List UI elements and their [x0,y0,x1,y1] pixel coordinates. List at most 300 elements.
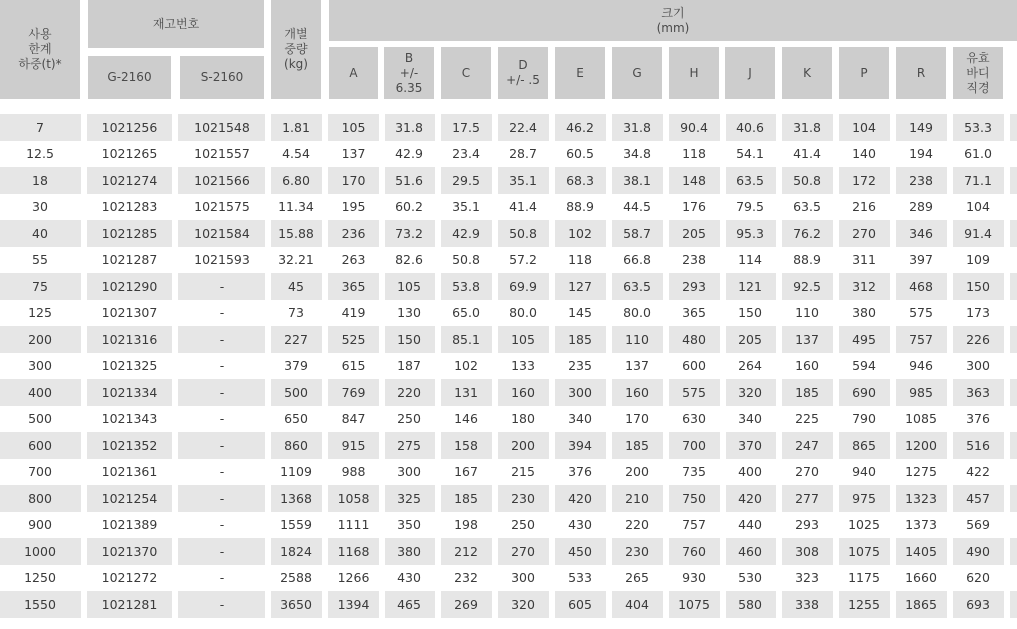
column-separator [435,114,441,622]
table-cell: 397 [909,252,933,268]
table-cell: - [219,331,225,347]
table-cell: 400 [738,464,762,480]
table-cell: 109 [966,252,990,268]
table-cell: 61.0 [964,146,992,162]
table-cell: 28.7 [509,146,537,162]
table-cell: 45 [288,278,304,294]
table-cell: 133 [511,358,535,374]
table-cell: 300 [511,570,535,586]
header-dim: D +/- .5 [498,47,548,99]
column-separator [81,114,87,622]
table-cell: 860 [284,437,308,453]
header-s-code: S-2160 [180,56,264,99]
table-cell: 50.8 [452,252,480,268]
table-cell: 1021352 [101,437,158,453]
table-cell: 1021370 [101,543,158,559]
table-cell: - [219,305,225,321]
table-cell: 53.3 [964,119,992,135]
table-cell: 110 [625,331,649,347]
table-cell: 365 [341,278,366,294]
table-cell: 247 [795,437,819,453]
table-cell: 1021307 [101,305,158,321]
table-cell: 15.88 [278,225,314,241]
table-cell: 82.6 [395,252,423,268]
table-cell: 51.6 [395,172,423,188]
table-cell: 490 [966,543,990,559]
table-cell: 525 [341,331,366,347]
table-cell: 420 [738,490,762,506]
table-cell: 172 [852,172,876,188]
table-cell: 35.1 [452,199,480,215]
table-cell: 220 [625,517,649,533]
table-cell: 69.9 [509,278,537,294]
table-cell: 35.1 [509,172,537,188]
table-cell: 50.8 [509,225,537,241]
column-separator [172,114,178,622]
table-cell: 500 [284,384,308,400]
table-cell: 946 [909,358,933,374]
table-cell: 750 [682,490,706,506]
table-cell: 11.34 [278,199,314,215]
table-cell: - [219,543,225,559]
table-cell: 41.4 [793,146,821,162]
table-cell: 847 [341,411,366,427]
table-cell: 63.5 [736,172,764,188]
table-cell: 225 [795,411,819,427]
table-cell: 150 [397,331,421,347]
table-cell: 194 [909,146,933,162]
table-cell: 363 [966,384,990,400]
table-cell: 289 [909,199,933,215]
table-cell: 270 [852,225,876,241]
table-cell: 1865 [905,596,937,612]
table-cell: 1111 [337,517,370,533]
table-cell: 40 [32,225,48,241]
table-cell: 1021334 [101,384,158,400]
table-cell: 594 [852,358,876,374]
table-cell: 600 [28,437,52,453]
table-cell: 63.5 [623,278,651,294]
table-cell: 693 [966,596,990,612]
table-cell: 1021566 [194,172,250,188]
table-cell: 200 [511,437,535,453]
column-separator [265,114,271,622]
table-cell: 277 [795,490,819,506]
header-dim: J [725,47,775,99]
table-cell: 176 [682,199,706,215]
table-cell: 185 [795,384,819,400]
table-cell: - [219,517,225,533]
column-separator [720,114,726,622]
table-cell: 265 [625,570,649,586]
table-cell: 346 [909,225,933,241]
table-cell: 76.2 [793,225,821,241]
table-cell: 79.5 [736,199,764,215]
table-cell: 1323 [905,490,937,506]
table-cell: 66.8 [623,252,651,268]
table-cell: 700 [28,464,52,480]
table-cell: 1075 [678,596,710,612]
table-cell: 137 [341,146,366,162]
table-cell: 148 [682,172,706,188]
table-cell: 200 [28,331,52,347]
table-cell: 238 [682,252,706,268]
table-cell: 735 [682,464,706,480]
table-cell: 75 [32,278,48,294]
table-cell: 200 [625,464,649,480]
table-cell: 31.8 [793,119,821,135]
table-cell: 800 [28,490,52,506]
table-cell: 105 [397,278,421,294]
table-cell: 988 [341,464,366,480]
table-cell: 150 [966,278,990,294]
table-cell: 1021584 [194,225,250,241]
table-cell: 4.54 [282,146,310,162]
header-dim: C [441,47,491,99]
table-cell: 440 [738,517,762,533]
table-cell: 340 [738,411,762,427]
table-cell: 31.8 [623,119,651,135]
table-cell: - [219,570,225,586]
header-g-code: G-2160 [88,56,171,99]
table-cell: 73.2 [395,225,423,241]
table-cell: 205 [738,331,762,347]
table-cell: 650 [284,411,308,427]
table-cell: 263 [341,252,366,268]
table-cell: 269 [454,596,478,612]
table-cell: 516 [966,437,990,453]
column-separator [379,114,385,622]
table-cell: 700 [682,437,706,453]
table-cell: - [219,437,225,453]
header-dim: H [669,47,719,99]
table-cell: 569 [966,517,990,533]
table-cell: 42.9 [395,146,423,162]
table-cell: 760 [682,543,706,559]
table-cell: 1368 [280,490,312,506]
table-cell: 370 [738,437,762,453]
table-cell: 55 [32,252,48,268]
table-cell: 180 [511,411,535,427]
table-cell: 379 [284,358,308,374]
header-dim: E [555,47,605,99]
table-cell: 1109 [280,464,312,480]
table-cell: 865 [852,437,876,453]
table-cell: 430 [568,517,592,533]
table-cell: 1075 [848,543,880,559]
table-cell: 232 [454,570,478,586]
table-cell: 1824 [280,543,312,559]
table-cell: 790 [852,411,876,427]
table-cell: 230 [511,490,535,506]
table-cell: 1000 [24,543,56,559]
table-cell: 320 [511,596,535,612]
table-cell: 187 [397,358,421,374]
table-cell: 12.5 [26,146,54,162]
table-cell: 1266 [337,570,370,586]
table-cell: 300 [568,384,592,400]
table-cell: 460 [738,543,762,559]
table-cell: 1373 [905,517,937,533]
table-cell: 230 [625,543,649,559]
table-cell: 1175 [848,570,880,586]
table-cell: 1058 [337,490,370,506]
table-cell: 311 [852,252,876,268]
table-cell: - [219,411,225,427]
table-cell: 308 [795,543,819,559]
table-cell: 1021285 [101,225,158,241]
table-cell: 53.8 [452,278,480,294]
column-separator [1004,114,1010,622]
table-cell: 227 [284,331,308,347]
table-cell: 1250 [24,570,56,586]
table-cell: 185 [625,437,649,453]
table-cell: 127 [568,278,592,294]
table-cell: 1021272 [101,570,158,586]
table-cell: 630 [682,411,706,427]
table-cell: 323 [795,570,819,586]
header-dim: G [612,47,662,99]
table-cell: 125 [28,305,52,321]
table-cell: 42.9 [452,225,480,241]
table-cell: 40.6 [736,119,764,135]
header-dim: B +/- 6.35 [384,47,434,99]
table-cell: 1021265 [101,146,158,162]
table-cell: 131 [454,384,478,400]
table-cell: 468 [909,278,933,294]
table-cell: 275 [397,437,421,453]
table-cell: 216 [852,199,876,215]
table-cell: 1255 [848,596,880,612]
column-separator [833,114,839,622]
table-cell: 1021281 [101,596,158,612]
table-cell: 757 [682,517,706,533]
header-stock-no: 재고번호 [88,0,264,48]
table-cell: 105 [341,119,366,135]
table-cell: - [219,596,225,612]
table-cell: 575 [682,384,706,400]
table-cell: 212 [454,543,478,559]
table-cell: 130 [397,305,421,321]
table-cell: 149 [909,119,933,135]
table-cell: - [219,358,225,374]
table-cell: 60.2 [395,199,423,215]
table-cell: 41.4 [509,199,537,215]
table-cell: 6.80 [282,172,310,188]
table-cell: 450 [568,543,592,559]
table-cell: 1021557 [194,146,250,162]
table-cell: 422 [966,464,990,480]
table-cell: 380 [397,543,421,559]
table-cell: 104 [852,119,876,135]
table-cell: 930 [682,570,706,586]
table-cell: 1025 [848,517,880,533]
table-cell: 137 [795,331,819,347]
header-load-limit: 사용 한계 하중(t)* [0,0,80,99]
table-cell: 88.9 [566,199,594,215]
table-cell: 185 [454,490,478,506]
table-cell: 1021274 [101,172,158,188]
table-cell: 118 [568,252,592,268]
header-dim: A [329,47,378,99]
table-cell: 65.0 [452,305,480,321]
table-cell: 1085 [905,411,937,427]
table-cell: 63.5 [793,199,821,215]
table-cell: 500 [28,411,52,427]
table-cell: 146 [454,411,478,427]
table-cell: 404 [625,596,649,612]
table-cell: 90.4 [680,119,708,135]
table-cell: 17.5 [452,119,480,135]
table-cell: 215 [511,464,535,480]
table-cell: 300 [28,358,52,374]
table-cell: 465 [397,596,421,612]
table-cell: 140 [852,146,876,162]
header-size: 크기 (mm) [329,0,1017,41]
table-cell: - [219,464,225,480]
table-cell: 270 [511,543,535,559]
table-cell: 457 [966,490,990,506]
column-separator [492,114,498,622]
table-cell: 30 [32,199,48,215]
table-cell: 54.1 [736,146,764,162]
table-cell: 1021283 [101,199,158,215]
table-cell: 300 [397,464,421,480]
table-cell: 1394 [337,596,370,612]
table-cell: 757 [909,331,933,347]
table-cell: 615 [341,358,366,374]
table-cell: 270 [795,464,819,480]
table-cell: 210 [625,490,649,506]
table-cell: 975 [852,490,876,506]
table-cell: 102 [454,358,478,374]
table-cell: 2588 [280,570,312,586]
table-cell: 50.8 [793,172,821,188]
table-cell: 1021361 [101,464,158,480]
table-cell: 1021290 [101,278,158,294]
table-cell: 31.8 [395,119,423,135]
table-cell: 620 [966,570,990,586]
header-dim: 유효 바디 직경 [953,47,1003,99]
table-cell: 600 [682,358,706,374]
header-dim: K [782,47,832,99]
table-cell: 1660 [905,570,937,586]
column-separator [322,114,328,622]
table-cell: 114 [738,252,762,268]
table-cell: 1021575 [194,199,250,215]
table-cell: - [219,278,225,294]
table-cell: 250 [511,517,535,533]
table-cell: 73 [288,305,304,321]
table-cell: 68.3 [566,172,594,188]
table-cell: 300 [966,358,990,374]
table-cell: 769 [341,384,366,400]
column-separator [606,114,612,622]
table-cell: 1405 [905,543,937,559]
table-cell: 376 [966,411,990,427]
column-separator [663,114,669,622]
table-cell: 32.21 [278,252,314,268]
table-cell: 137 [625,358,649,374]
table-cell: 105 [511,331,535,347]
table-cell: 293 [682,278,706,294]
table-cell: 185 [568,331,592,347]
table-cell: 605 [568,596,592,612]
table-cell: 1021316 [101,331,158,347]
table-cell: 420 [568,490,592,506]
table-cell: 575 [909,305,933,321]
table-cell: 58.7 [623,225,651,241]
header-dim: P [839,47,889,99]
table-cell: 340 [568,411,592,427]
table-cell: 1200 [905,437,937,453]
table-cell: 88.9 [793,252,821,268]
table-cell: 46.2 [566,119,594,135]
table-cell: 57.2 [509,252,537,268]
table-cell: 236 [341,225,366,241]
table-cell: 121 [738,278,762,294]
table-cell: - [219,490,225,506]
table-cell: 195 [341,199,366,215]
table-cell: 95.3 [736,225,764,241]
table-cell: 18 [32,172,48,188]
table-cell: 34.8 [623,146,651,162]
table-cell: 80.0 [623,305,651,321]
table-cell: 320 [738,384,762,400]
table-cell: 38.1 [623,172,651,188]
table-cell: 220 [397,384,421,400]
table-cell: 167 [454,464,478,480]
table-cell: 1021593 [194,252,250,268]
table-cell: 940 [852,464,876,480]
table-cell: 985 [909,384,933,400]
table-cell: 530 [738,570,762,586]
table-cell: 91.4 [964,225,992,241]
table-cell: 110 [795,305,819,321]
column-separator [890,114,896,622]
table-cell: 394 [568,437,592,453]
table-cell: 1021256 [101,119,158,135]
table-cell: 1168 [337,543,370,559]
table-cell: 376 [568,464,592,480]
table-cell: 480 [682,331,706,347]
table-cell: 1275 [905,464,937,480]
table-cell: 495 [852,331,876,347]
table-cell: 198 [454,517,478,533]
table-cell: 3650 [280,596,312,612]
table-cell: 690 [852,384,876,400]
table-cell: 1021389 [101,517,158,533]
column-separator [549,114,555,622]
table-cell: 1021254 [101,490,158,506]
table-cell: 102 [568,225,592,241]
table-cell: 160 [511,384,535,400]
table-cell: 44.5 [623,199,651,215]
table-cell: 104 [966,199,990,215]
table-cell: 915 [341,437,366,453]
table-cell: 338 [795,596,819,612]
table-cell: 1021343 [101,411,158,427]
table-cell: 1021325 [101,358,158,374]
table-cell: 400 [28,384,52,400]
table-cell: 430 [397,570,421,586]
table-cell: 170 [625,411,649,427]
table-cell: 173 [966,305,990,321]
table-cell: 158 [454,437,478,453]
table-cell: 1021548 [194,119,250,135]
table-cell: 145 [568,305,592,321]
table-cell: 325 [397,490,421,506]
